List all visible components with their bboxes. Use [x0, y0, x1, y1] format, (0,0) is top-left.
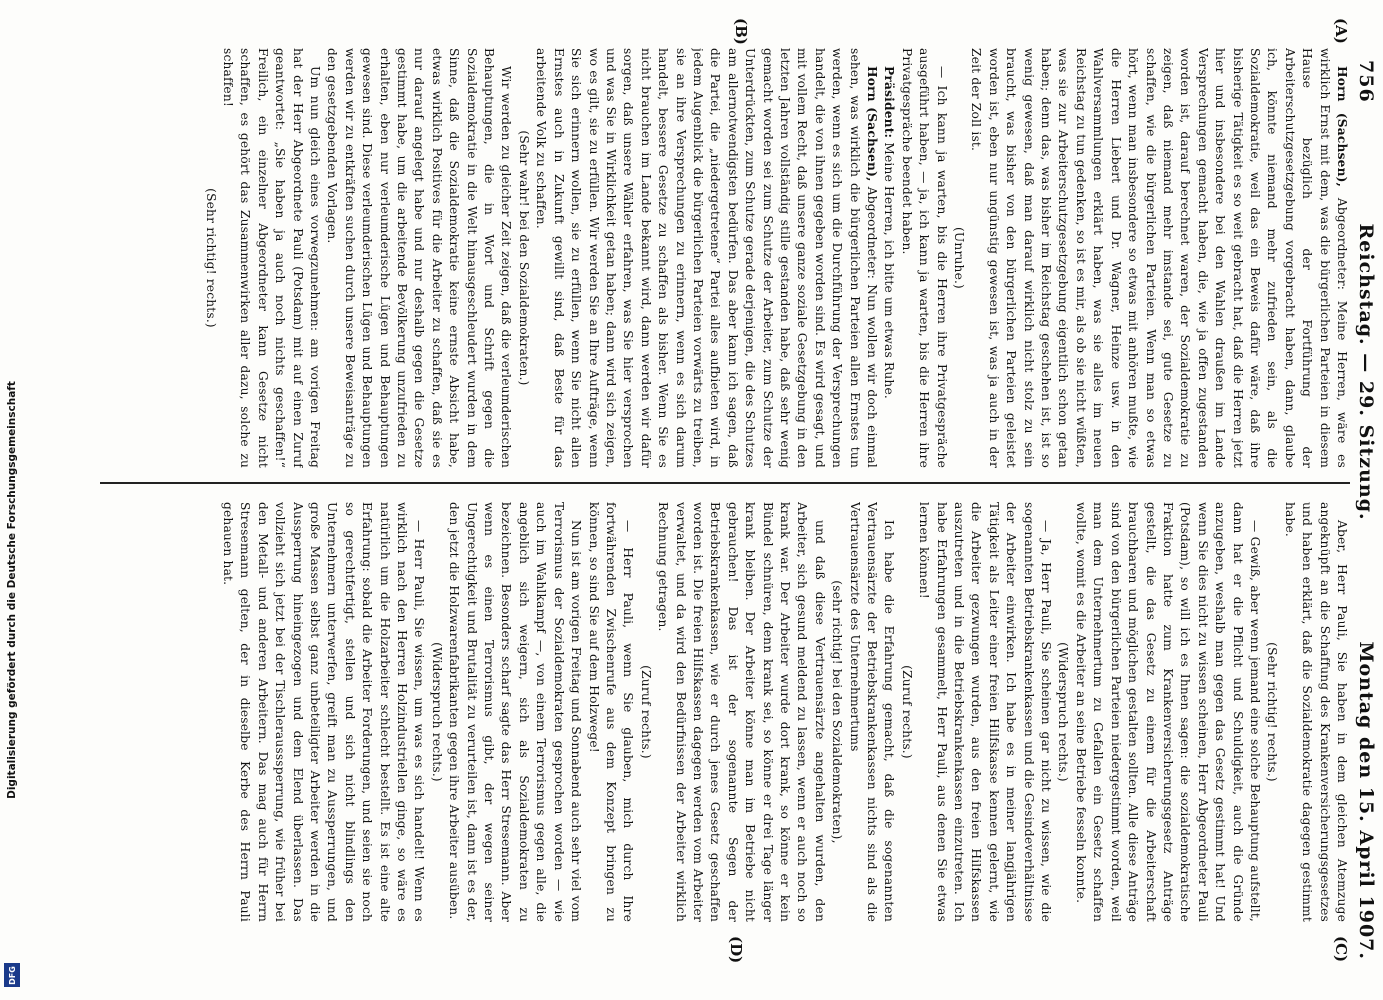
page-date: Montag den 15. April 1907.	[1355, 641, 1377, 960]
margin-marker-d: (D)	[727, 936, 745, 964]
interjection: (Zuruf rechts.)	[899, 665, 914, 759]
speech-text: Abgeordneter: Nun wollen wir doch einmal sehen, was wirklich die bürgerlichen Parteien allen Ernstes tun werden, wenn es sich um die Durchführung der Versprechungen handelt, die von ihnen gegeben worden sind. Es wird gesagt, und mit vollem Recht, daß unsere ganze soziale Gesetzgebung in den letzten Jahren vollständig stille gestanden habe, daß sehr wenig gemacht worden sei zum Schutze der Arbeiter, zum Schutze der Unterdrückten, zum Schutze gerade derjenigen, die des Schutzes am allernotwendigsten bedürfen. Das aber kann ich sagen, daß die Partei, die „niedergetretene“ Partei alles aufbieten wird, in jedem Augenblick die bürgerlichen Parteien vorwärts zu treiben, sie an ihre Versprechungen zu erinnern, wenn es sich darum handelt, bessere Gesetze zu schaffen als bisher. Wenn Sie es nicht brauchen im Lande bekannt wird, dann werden wir dafür sorgen, daß unsere Wähler erfahren, was Sie hier versprochen und was Sie in Wirklichkeit getan haben; dann wird sich zeigen, wo es gilt, sie zu erfüllen. Wir werden Sie an Ihre Aufträge, wenn Sie sich erinnern wollen, sie zu erfüllen, wenn Sie nicht allen Ernstes auch in Zukunft gewillt sind, daß Beste für das arbeitende Volk zu schaffen.	[534, 48, 880, 468]
interjection: (sehr richtig! bei den Sozialdemokraten),	[830, 580, 845, 844]
paragraph: — Ja, Herr Pauli, Sie scheinen gar nicht zu wissen, wie die sogenannten Betriebskrankenkassen und die Gesindeverhältnisse der Arbeiter einwirken. Ich habe es in meiner langjährigen Tätigkeit als Leiter einer freien Hilfskasse kennen gelernt, wie die Arbeiter gezwungen wurden, aus den freien Hilfskassen auszutreten und in die Betriebskrankenkassen einzutreten. Ich habe Erfahrungen gesammelt, Herr Pauli, aus denen Sie etwas lernen können!	[917, 502, 1054, 922]
page-title: Reichstag. — 29. Sitzung.	[1355, 223, 1377, 521]
paragraph: — Herr Pauli, wenn Sie glauben, mich durch Ihre fortwährenden Zwischenrufe aus dem Konzept bringen zu können, so sind Sie auf dem Holzwege!	[586, 502, 636, 922]
interjection: (Zuruf rechts.)	[638, 665, 653, 759]
speech-text: Abgeordneter: Meine Herren, wäre es wirklich Ernst mit dem, was die bürgerlichen Parteien in diesem Hause bezüglich der Fortführung der Arbeiterschutzgesetzgebung vorgebracht haben, dann, glaube ich, könnte niemand mehr zufrieden sein, als die Sozialdemokratie, weil das ein Beweis dafür wäre, daß ihre bisherige Tätigkeit es so weit gebracht hat, daß die Herren jetzt hier und insbesondere bei den Wahlen draußen im Lande Versprechungen gemacht haben, die, wie ja offen zugestanden worden ist, darauf berechnet waren, der Sozialdemokratie zu zeigen, daß niemand mehr imstande sei, gute Gesetze zu schaffen, wie die bürgerlichen Parteien. Wenn man so etwas hört, wenn man insbesondere so etwas mit anhören mußte, wie die Herren Liebert und Dr. Wagner, Heinze usw. in den Wahlversammlungen erklärt haben, was sie alles im neuen Reichstag zu tun gedenken, so ist es mir, als ob sie nicht wüßten, was sie zur Arbeiterschutzgesetzgebung eigentlich schon getan haben; denn das, was bisher im Reichstag geschehen ist, ist so wenig gewesen, daß man darauf wirklich nicht stolz zu sein braucht, was bisher von den bürgerlichen Parteien geleistet worden ist, eben nur ungünstig gewesen ist, was ja auch in der Zeit der Zoll ist.	[969, 48, 1349, 468]
interjection: (Sehr richtig! rechts.)	[203, 188, 218, 328]
interjection: (Sehr wahr! bei den Sozialdemokraten.)	[516, 130, 531, 386]
paragraph: Ich habe die Erfahrung gemacht, daß die sogenannten Vertrauensärzte der Betriebskrankenkassen nichts sind als die Vertrauensärzte des Unternehmertums	[847, 502, 897, 922]
paragraph: Um nun gleich eines vorwegzunehmen: am vorigen Freitag hat der Herr Abgeordnete Pauli (Potsdam) mit auf einen Zuruf geantwortet: „Sie haben ja auch noch nichts geschaffen!“ Freilich, ein einzelner Abgeordneter kann Gesetze nicht schaffen, es gehört das Zusammenwirken aller dazu, solche zu schaffen!	[221, 48, 323, 468]
dfg-logo	[4, 963, 20, 987]
margin-marker-a: (A)	[1332, 18, 1350, 44]
speaker-name: Horn (Sachsen),	[1335, 66, 1349, 188]
funding-note	[0, 210, 24, 970]
speaker-name: Horn (Sachsen),	[865, 66, 880, 182]
margin-marker-c: (C)	[1332, 936, 1350, 963]
funding-note-text: Digitalisierung gefördert durch die Deutsche Forschungsgemeinschaft	[6, 381, 19, 799]
page-header	[1352, 60, 1380, 960]
paragraph	[880, 48, 897, 468]
paragraph: und daß diese Vertrauensärzte angehalten wurden, den Arbeiter, sich gesund meldend zu lassen, wenn er auch noch so krank war. Der Arbeiter wurde dort krank, so könne er kein Bündel schnüren, denn krank sei, so könne er drei Tage länger krank bleiben. Der Arbeiter könne man im Betriebe nicht gebrauchen! Das ist der sogenannte Segen der Betriebskrankenkassen, wie er durch jenes Gesetz geschaffen worden ist. Die freien Hilfskassen dagegen werden vom Arbeiter verwaltet, und da wird den Bedürfnissen der Arbeiter wirklich Rechnung getragen.	[656, 502, 827, 922]
page-number: 756	[1355, 60, 1377, 103]
left-column	[100, 48, 1350, 468]
paragraph: — Gewiß, aber wenn jemand eine solche Behauptung aufstellt, dann hat er die Pflicht und Schuldigkeit, auch die Gründe anzugeben, weshalb man gegen das Gesetz gestimmt hat! Und wenn Sie dies nicht zu wissen scheinen, Herr Abgeordneter Pauli (Potsdam), so will ich es Ihnen sagen: die sozialdemokratische Fraktion hatte zum Krankenversicherungsgesetz Anträge gestellt, die das Gesetz zu einem für die Arbeiterschaft brauchbaren und möglichen gestalten sollten. Alle diese Anträge sind von den bürgerlichen Parteien niedergestimmt worden, weil man dem Unternehmertum zu Gefallen ein Gesetz schaffen wollte, womit es die Arbeiter an seine Betriebe fesseln konnte.	[1073, 502, 1262, 922]
paragraph: Wir werden zu gleicher Zeit zeigen, daß die verleumderischen Behauptungen, die in Wort und Schrift gegen die Sozialdemokratie in die Welt hinausgeschleudert wurden in dem Sinne, daß die Sozialdemokratie keine ernste Absicht habe, etwas wirklich Positives für die Arbeiter zu schaffen, daß sie es nur darauf angelegt habe und nur deshalb gegen die Gesetze gestimmt habe, um die arbeitende Bevölkerung unzufrieden zu erhalten, eben nur verleumderische Lügen und Behauptungen gewesen sind. Diese verleumderischen Lügen und Behauptungen werden wir zu entkräften suchen durch unsere Beweisanträge zu den gesetzgebenden Vorlagen.	[325, 48, 514, 468]
interjection: (Sehr richtig! rechts.)	[1265, 642, 1280, 782]
interjection: (Widerspruch rechts.)	[429, 642, 444, 782]
paragraph	[532, 48, 880, 468]
paragraph: — Ich kann ja warten, bis die Herren ihre Privatgespräche ausgeführt haben, — ja, ich kann ja warten, bis die Herren ihre Privatgespräche beendet haben.	[899, 48, 949, 468]
paragraph	[967, 48, 1350, 468]
margin-marker-b: (B)	[732, 18, 750, 45]
dfg-logo-text: DFG	[7, 965, 17, 985]
right-column	[100, 502, 1350, 922]
paragraph: — Herr Pauli, Sie wissen, um was es sich handelt! Wenn es wirklich nach den Herren Holzindustriellen ginge, so wäre es natürlich um die Holzarbeiter schlecht bestellt. Es ist eine alte Erfahrung: sobald die Arbeiter Forderungen, und seien sie noch so gerechtfertigt, stellen und sich nicht blindlings den Unternehmern unterwerfen, greift man zu Aussperrungen, und große Massen selbst ganz unbeteiligter Arbeiter werden in die Aussperrung hineingezogen und dem Elend überlassen. Das vollzieht sich jetzt bei der Tischlerausssperrung, wie früher bei den Metall- und anderen Arbeitern. Das mag auch für Herrn Stresemann gelten, der in dieselbe Kerbe des Herrn Pauli gehauen hat.	[221, 502, 427, 922]
speaker-name: Präsident:	[882, 66, 897, 139]
speech-text: Meine Herren, ich bitte um etwas Ruhe.	[882, 138, 897, 399]
interjection: (Widerspruch rechts.)	[1056, 642, 1071, 782]
column-divider	[100, 482, 1350, 484]
paragraph: Nun ist am vorigen Freitag und Sonnabend auch sehr viel vom Terrorismus der Sozialdemokraten gesprochen worden — wie auch im Wahlkampf —, von einem Terrorismus gegen alle, die angeblich sich weigern, sich als Sozialdemokraten zu bezeichnen. Besonders scharf sagte das Herr Stresemann. Aber wenn es einen Terrorismus gibt, der wegen seiner Ungerechtigkeit und Brutalität zu verurteilen ist, dann ist es der, den jetzt die Holzwarenfabrikanten gegen ihre Arbeiter ausüben.	[447, 502, 584, 922]
rotated-page	[60, 18, 1377, 964]
paragraph: Aber, Herr Pauli, Sie haben in dem gleichen Atemzuge angeknüpft an die Schaffung des Krankenversicherungsgesetzes und haben erklärt, daß die Sozialdemokratie dagegen gestimmt habe.	[1282, 502, 1349, 922]
interjection: (Unruhe.)	[952, 226, 967, 290]
